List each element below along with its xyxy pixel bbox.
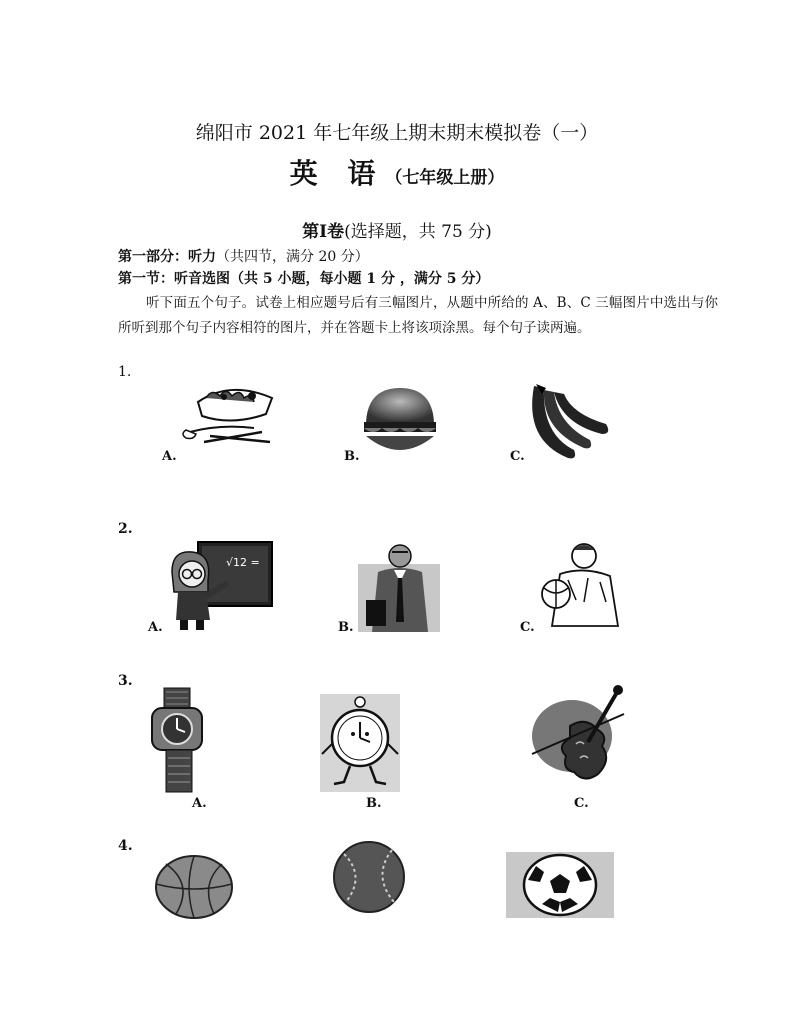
- alarm-clock-icon: [320, 694, 400, 792]
- subject-name: 英 语: [289, 157, 386, 190]
- question-number: 3.: [118, 673, 133, 689]
- option-label: A.: [192, 796, 207, 811]
- subsection-heading: 第一节：听音选图（共 5 小题，每小题 1 分 ，满分 5 分）: [118, 271, 490, 287]
- wristwatch-icon: [150, 688, 206, 794]
- option-label: A.: [162, 449, 177, 464]
- option-label: C.: [520, 620, 535, 635]
- option-label: B.: [338, 620, 354, 635]
- soccer-ball-icon: [506, 852, 614, 918]
- bananas-icon: [528, 384, 612, 464]
- option-label: B.: [344, 449, 360, 464]
- baseball-icon: [332, 840, 406, 914]
- section-title-rest: (选择题，共 75 分): [344, 222, 492, 242]
- exam-title: 绵阳市 2021 年七年级上期末期末模拟卷（一）: [195, 122, 599, 144]
- option-label: B.: [366, 796, 382, 811]
- subject-grade-note: （七年级上册）: [385, 168, 505, 188]
- question-number: 1.: [118, 364, 132, 380]
- businessman-icon: [358, 542, 440, 632]
- question-number: 4.: [118, 838, 133, 854]
- blackboard-text: √12 =: [226, 556, 260, 569]
- section-title: [0, 217, 794, 242]
- part1-heading-bold: 第一部分：听力: [118, 249, 216, 265]
- part1-heading: [118, 246, 369, 266]
- teacher-girl-icon: [164, 540, 274, 632]
- question-number: 2.: [118, 521, 133, 537]
- basketball-icon: [154, 854, 234, 920]
- subject-title: [0, 152, 794, 192]
- salad-icon: [180, 384, 280, 454]
- part1-heading-rest: （共四节，满分 20 分）: [216, 249, 369, 265]
- option-label: A.: [148, 620, 163, 635]
- option-label: C.: [510, 449, 525, 464]
- option-label: C.: [574, 796, 589, 811]
- violin-icon: [528, 684, 628, 786]
- coach-icon: [538, 540, 624, 630]
- hamburger-icon: [362, 388, 438, 460]
- instructions-paragraph: 听下面五个句子。试卷上相应题号后有三幅图片，从题中所给的 A、B、C 三幅图片中选出与你所听到那个句子内容相符的图片，并在答题卡上将该项涂黑。每个句子读两遍。: [118, 295, 718, 336]
- section-title-bold: 第Ⅰ卷: [302, 222, 345, 242]
